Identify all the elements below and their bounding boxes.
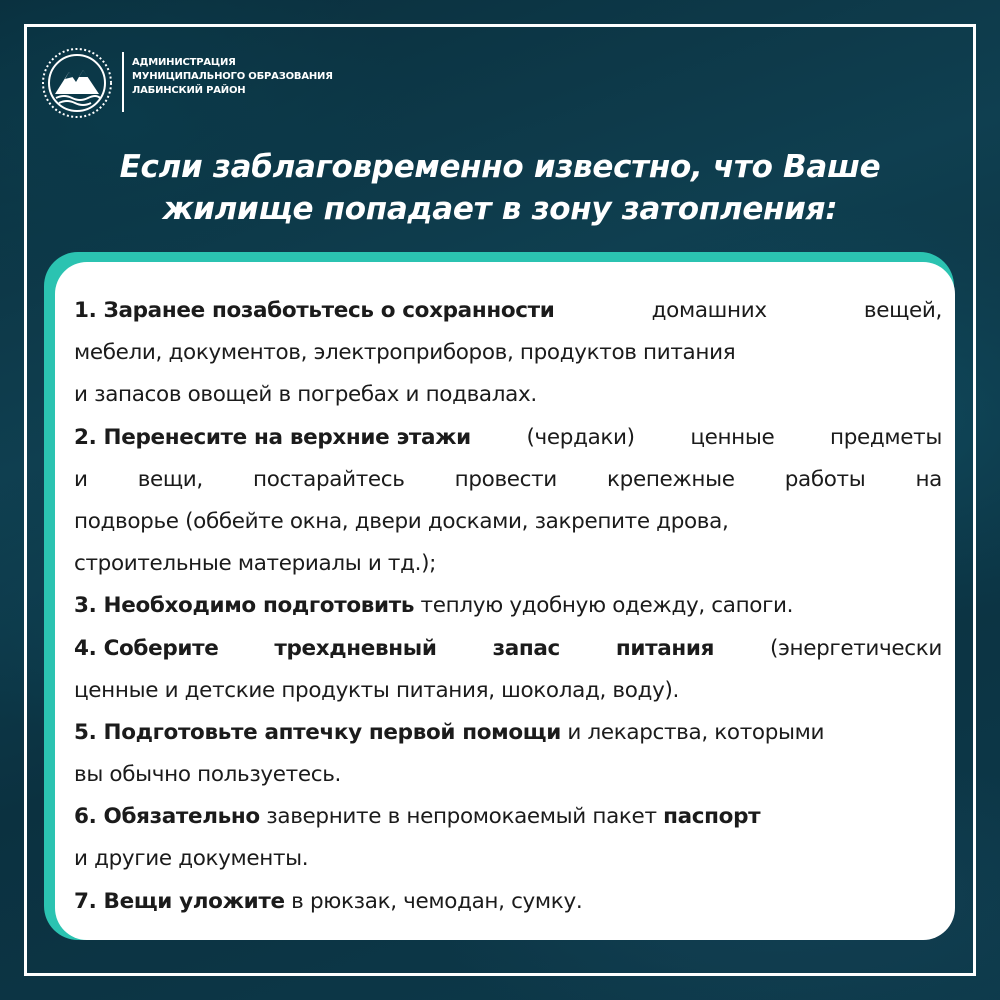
- org-line: АДМИНИСТРАЦИЯ: [132, 57, 236, 68]
- item-2-word: (чердаки): [526, 424, 635, 450]
- list-item-1-line-1: [74, 290, 942, 332]
- item-5-text: и лекарства, которыми: [560, 719, 825, 745]
- list-item-6-line-2: и другие документы.: [74, 846, 309, 872]
- list-item-3: [74, 585, 942, 627]
- logo-divider: [122, 52, 124, 112]
- item-1-word: вещей,: [863, 298, 942, 323]
- item-2-word: вещи,: [137, 466, 203, 492]
- item-2-word: провести: [454, 466, 557, 492]
- item-3-text: теплую удобную одежду, сапоги.: [414, 593, 794, 619]
- list-item-2-line-2: [74, 459, 942, 501]
- item-5-bold: 5. Подготовьте аптечку первой помощи: [74, 719, 561, 745]
- title-line: Если заблаговременно известно, что Ваше: [119, 149, 881, 185]
- item-1-bold: 1. Заранее позаботьтесь о сохранности: [74, 298, 555, 323]
- item-1-word: домашних: [651, 298, 767, 323]
- item-4-word: питания: [615, 635, 715, 661]
- item-4-bold: [74, 628, 218, 670]
- org-line: МУНИЦИПАЛЬНОГО ОБРАЗОВАНИЯ: [132, 71, 333, 82]
- item-2-word: крепежные: [607, 466, 735, 492]
- item-7-bold: 7. Вещи уложите: [74, 888, 285, 914]
- organization-name: [132, 56, 352, 98]
- item-2-word: на: [915, 466, 942, 492]
- list-item-1-line-3: и запасов овощей в погребах и подвалах.: [74, 382, 537, 408]
- item-4-word: (энергетически: [770, 635, 942, 661]
- item-4-word: Соберите: [103, 635, 219, 661]
- list-item-6-line-1: [74, 796, 942, 838]
- list-item-2-line-4: строительные материалы и тд.);: [74, 551, 437, 577]
- title-line: жилище попадает в зону затопления:: [162, 191, 838, 227]
- item-3-bold: 3. Необходимо подготовить: [74, 593, 415, 619]
- list-item-4-line-1: [74, 628, 942, 670]
- item-4-word: запас: [492, 635, 560, 661]
- org-line: ЛАБИНСКИЙ РАЙОН: [132, 85, 246, 96]
- list-item-7: [74, 881, 942, 923]
- item-2-word: работы: [784, 466, 866, 492]
- item-6-bold-passport: паспорт: [663, 804, 761, 830]
- item-7-text: в рюкзак, чемодан, сумку.: [284, 888, 583, 914]
- list-item-5-line-2: вы обычно пользуетесь.: [74, 762, 342, 788]
- item-2-word: и: [74, 466, 88, 492]
- list-item-2-line-1: [74, 417, 942, 459]
- item-2-word: предметы: [830, 424, 942, 450]
- list-item-1-line-2: мебели, документов, электроприборов, продуктов питания: [74, 340, 736, 366]
- item-6-bold: 6. Обязательно: [74, 804, 260, 830]
- mountain-emblem-icon: [40, 46, 114, 120]
- list-item-5-line-1: [74, 712, 942, 754]
- page-title: [40, 146, 960, 230]
- item-6-text: заверните в непромокаемый пакет: [259, 804, 664, 830]
- item-4-number: 4.: [74, 635, 97, 661]
- list-item-2-line-3: подворье (оббейте окна, двери досками, закрепите дрова,: [74, 508, 729, 534]
- list-item-4-line-2: ценные и детские продукты питания, шоколад, воду).: [74, 677, 679, 703]
- item-4-word: трехдневный: [274, 635, 437, 661]
- item-2-word: ценные: [690, 424, 775, 450]
- instructions-list: [74, 290, 942, 923]
- item-2-bold: 2. Перенесите на верхние этажи: [74, 424, 471, 450]
- item-2-word: постарайтесь: [253, 466, 405, 492]
